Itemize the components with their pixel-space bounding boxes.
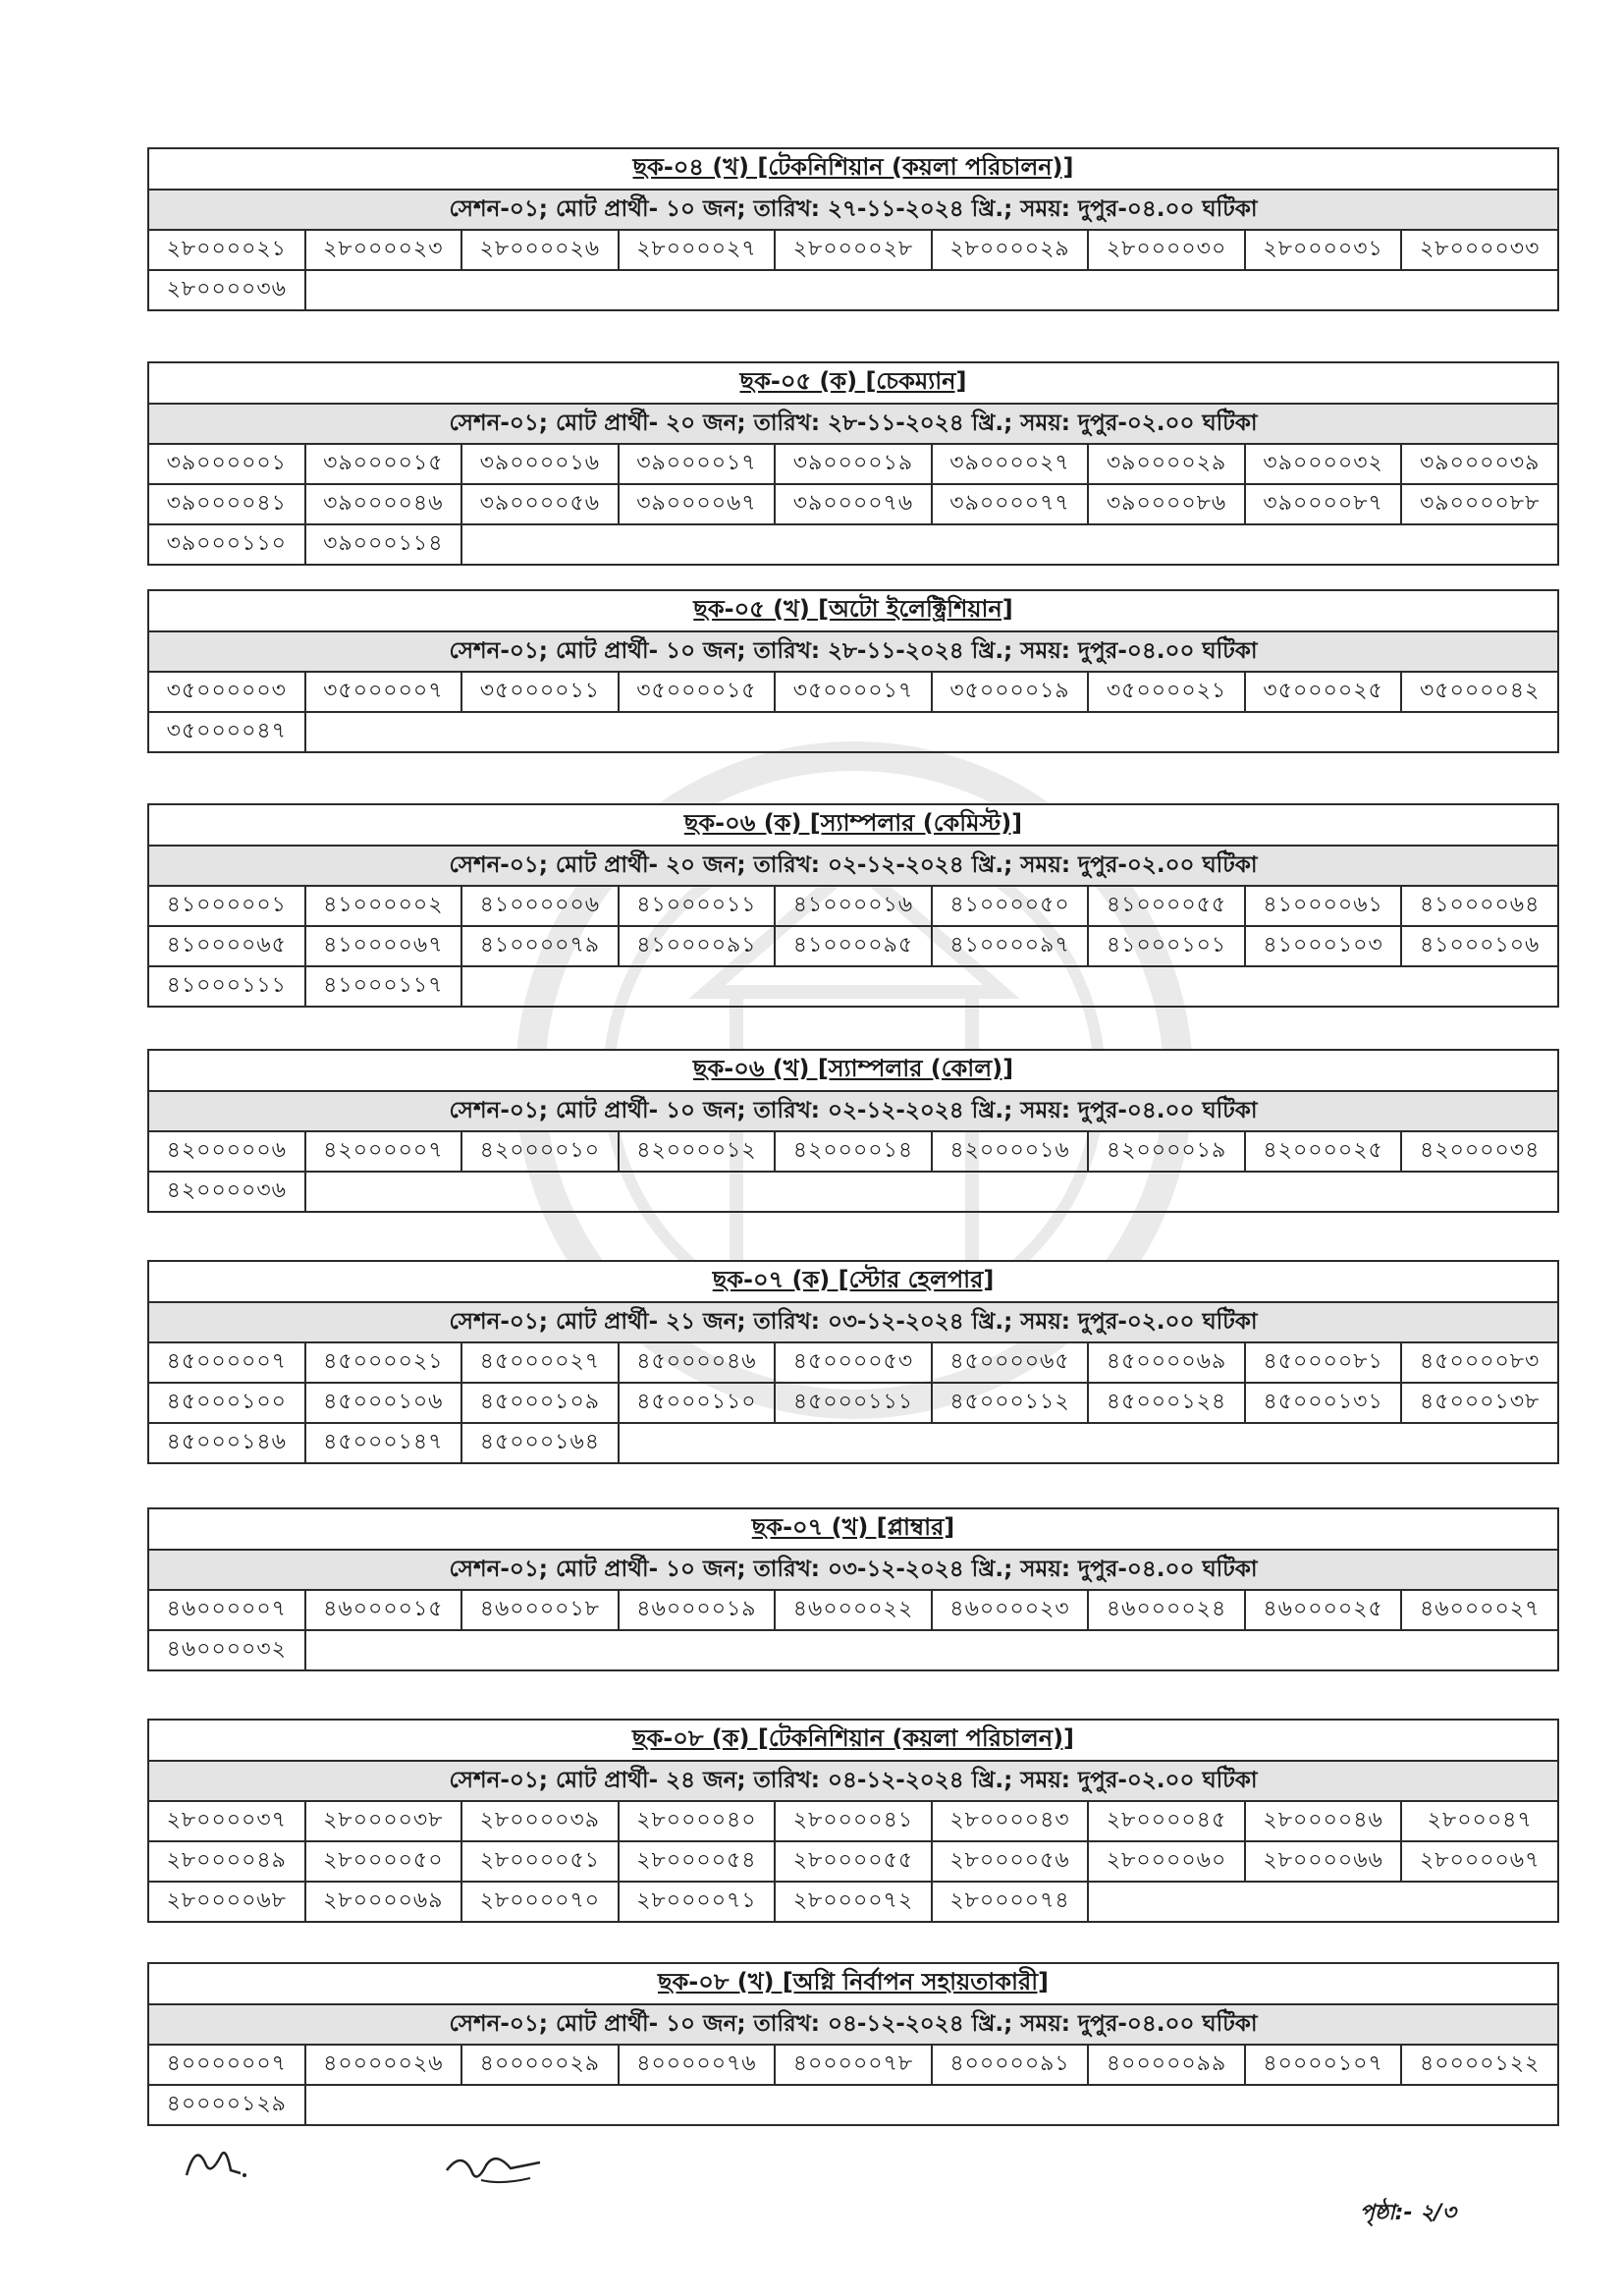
roll-number-cell: ৪২০০০০৩৬	[148, 1172, 305, 1212]
roll-number-cell: ৪১০০০১০১	[1088, 926, 1245, 966]
session-info: সেশন-০১; মোট প্রার্থী- ২১ জন; তারিখ: ০৩-১২-২০২৪ খ্রি.; সময়: দুপুর-০২.০০ ঘটিকা	[148, 1302, 1558, 1342]
table-row	[148, 1423, 1558, 1463]
roll-number-cell: ২৮০০০০৩৮	[305, 1801, 462, 1841]
empty-cell	[305, 2085, 1558, 2125]
roll-number-cell: ৩৯০০০১১০	[148, 524, 305, 565]
roll-number-cell: ৪৫০০০১১২	[932, 1383, 1089, 1423]
roll-number-cell: ৩৯০০০১১৪	[305, 524, 462, 565]
table-row	[148, 524, 1558, 565]
roll-number-cell: ৪৬০০০০১৫	[305, 1590, 462, 1630]
roll-number-cell: ৩৫০০০০২৫	[1245, 672, 1402, 712]
roll-number-cell: ৪১০০০১০৬	[1401, 926, 1558, 966]
roll-number-cell: ৪২০০০০১০	[461, 1131, 619, 1172]
roll-number-cell: ৩৯০০০০৫৬	[461, 484, 619, 524]
section-block	[147, 1719, 1559, 1923]
roll-number-cell: ৪১০০০০১৬	[775, 886, 932, 926]
roll-number-cell: ৩৯০০০০৭৭	[932, 484, 1089, 524]
roll-table	[147, 1719, 1559, 1923]
empty-cell	[305, 712, 1558, 752]
roll-number-cell: ৪৬০০০০২৭	[1401, 1590, 1558, 1630]
roll-number-cell: ৪০০০০১২৯	[148, 2085, 305, 2125]
roll-number-cell: ৩৯০০০০৩৯	[1401, 444, 1558, 484]
roll-number-cell: ৩৫০০০০৪৭	[148, 712, 305, 752]
roll-number-cell: ২৮০০০০৭৪	[932, 1882, 1089, 1922]
roll-number-cell: ৪৫০০০০৬৫	[932, 1342, 1089, 1383]
roll-number-cell: ৪০০০০০৭৮	[775, 2045, 932, 2085]
table-row	[148, 1841, 1558, 1882]
table-row	[148, 2045, 1558, 2085]
roll-number-cell: ২৮০০০০৬৬	[1245, 1841, 1402, 1882]
roll-number-cell: ৪৬০০০০০৭	[148, 1590, 305, 1630]
roll-number-cell: ৪০০০০০০৭	[148, 2045, 305, 2085]
empty-cell	[619, 1423, 1558, 1463]
roll-number-cell: ৪৫০০০০৮১	[1245, 1342, 1402, 1383]
empty-cell	[461, 524, 1558, 565]
roll-number-cell: ৪১০০০০৬৭	[305, 926, 462, 966]
page-number: পৃষ্ঠা:- ২/৩	[1360, 2201, 1456, 2225]
section-block	[147, 147, 1559, 311]
roll-number-cell: ৪৫০০০০২১	[305, 1342, 462, 1383]
roll-number-cell: ৩৯০০০০৮৭	[1245, 484, 1402, 524]
roll-number-cell: ৪১০০০০৯৫	[775, 926, 932, 966]
roll-number-cell: ২৮০০০০৬০	[1088, 1841, 1245, 1882]
roll-number-cell: ৪১০০০১১১	[148, 966, 305, 1007]
roll-number-cell: ৪১০০০০৬১	[1245, 886, 1402, 926]
roll-number-cell: ৩৯০০০০৪৬	[305, 484, 462, 524]
roll-number-cell: ৪১০০০০০১	[148, 886, 305, 926]
table-row	[148, 1131, 1558, 1172]
section-block	[147, 1260, 1559, 1464]
table-row	[148, 1383, 1558, 1423]
roll-number-cell: ৪৫০০০০০৭	[148, 1342, 305, 1383]
session-info: সেশন-০১; মোট প্রার্থী- ২০ জন; তারিখ: ০২-১২-২০২৪ খ্রি.; সময়: দুপুর-০২.০০ ঘটিকা	[148, 846, 1558, 886]
roll-number-cell: ২৮০০০০৫০	[305, 1841, 462, 1882]
roll-number-cell: ৩৫০০০০২১	[1088, 672, 1245, 712]
roll-number-cell: ৪০০০০০২৬	[305, 2045, 462, 2085]
roll-number-cell: ৪৬০০০০১৮	[461, 1590, 619, 1630]
session-info: সেশন-০১; মোট প্রার্থী- ১০ জন; তারিখ: ০৩-১২-২০২৪ খ্রি.; সময়: দুপুর-০৪.০০ ঘটিকা	[148, 1550, 1558, 1590]
roll-number-cell: ২৮০০০০৪০	[619, 1801, 776, 1841]
roll-number-cell: ৪৫০০০০২৭	[461, 1342, 619, 1383]
signature-mark-left	[182, 2136, 250, 2185]
roll-number-cell: ৪২০০০০০৭	[305, 1131, 462, 1172]
empty-cell	[305, 1172, 1558, 1212]
roll-number-cell: ৩৯০০০০২৯	[1088, 444, 1245, 484]
roll-number-cell: ৩৯০০০০১৯	[775, 444, 932, 484]
roll-number-cell: ৪০০০০০৭৬	[619, 2045, 776, 2085]
roll-table	[147, 1260, 1559, 1464]
roll-number-cell: ৩৯০০০০৬৭	[619, 484, 776, 524]
table-row	[148, 1801, 1558, 1841]
roll-number-cell: ২৮০০০০৭০	[461, 1882, 619, 1922]
section-title: ছক-০৭ (ক) [স্টোর হেলপার]	[148, 1261, 1558, 1302]
session-info: সেশন-০১; মোট প্রার্থী- ১০ জন; তারিখ: ০৪-১২-২০২৪ খ্রি.; সময়: দুপুর-০৪.০০ ঘটিকা	[148, 2004, 1558, 2045]
roll-number-cell: ২৮০০০০৭১	[619, 1882, 776, 1922]
session-info: সেশন-০১; মোট প্রার্থী- ১০ জন; তারিখ: ০২-১২-২০২৪ খ্রি.; সময়: দুপুর-০৪.০০ ঘটিকা	[148, 1091, 1558, 1131]
roll-number-cell: ৩৯০০০০৭৬	[775, 484, 932, 524]
roll-number-cell: ৪৫০০০০৮৩	[1401, 1342, 1558, 1383]
roll-number-cell: ২৮০০০০৬৯	[305, 1882, 462, 1922]
roll-number-cell: ৪০০০০১২২	[1401, 2045, 1558, 2085]
roll-number-cell: ৩৯০০০০৮৬	[1088, 484, 1245, 524]
roll-number-cell: ৪৬০০০০৩২	[148, 1630, 305, 1670]
roll-number-cell: ৪৫০০০১০৬	[305, 1383, 462, 1423]
roll-number-cell: ৪২০০০০১৪	[775, 1131, 932, 1172]
table-row	[148, 926, 1558, 966]
table-row	[148, 966, 1558, 1007]
section-block	[147, 803, 1559, 1008]
roll-number-cell: ৩৯০০০০১৭	[619, 444, 776, 484]
table-row	[148, 444, 1558, 484]
session-info: সেশন-০১; মোট প্রার্থী- ১০ জন; তারিখ: ২৭-১১-২০২৪ খ্রি.; সময়: দুপুর-০৪.০০ ঘটিকা	[148, 190, 1558, 230]
roll-number-cell: ৪৫০০০১৩৮	[1401, 1383, 1558, 1423]
roll-number-cell: ২৮০০০০২৩	[305, 230, 462, 270]
roll-table	[147, 803, 1559, 1008]
empty-cell	[461, 966, 1558, 1007]
roll-number-cell: ৩৫০০০০০৩	[148, 672, 305, 712]
roll-number-cell: ৩৯০০০০৮৮	[1401, 484, 1558, 524]
roll-number-cell: ৪৫০০০১০০	[148, 1383, 305, 1423]
table-row	[148, 1342, 1558, 1383]
section-title: ছক-০৮ (ক) [টেকনিশিয়ান (কয়লা পরিচালন)]	[148, 1720, 1558, 1761]
table-row	[148, 270, 1558, 310]
session-info: সেশন-০১; মোট প্রার্থী- ১০ জন; তারিখ: ২৮-১১-২০২৪ খ্রি.; সময়: দুপুর-০৪.০০ ঘটিকা	[148, 631, 1558, 672]
roll-number-cell: ৪৫০০০০৪৬	[619, 1342, 776, 1383]
section-block	[147, 1962, 1559, 2126]
roll-number-cell: ২৮০০০০৬৭	[1401, 1841, 1558, 1882]
empty-cell	[1088, 1882, 1558, 1922]
roll-number-cell: ২৮০০০০৭২	[775, 1882, 932, 1922]
roll-number-cell: ২৮০০০০৪৯	[148, 1841, 305, 1882]
session-info: সেশন-০১; মোট প্রার্থী- ২০ জন; তারিখ: ২৮-১১-২০২৪ খ্রি.; সময়: দুপুর-০২.০০ ঘটিকা	[148, 404, 1558, 444]
roll-number-cell: ৪৫০০০১১০	[619, 1383, 776, 1423]
roll-number-cell: ৪০০০০০৯৯	[1088, 2045, 1245, 2085]
roll-number-cell: ৪৬০০০০২৩	[932, 1590, 1089, 1630]
section-title: ছক-০৮ (খ) [অগ্নি নির্বাপন সহায়তাকারী]	[148, 1963, 1558, 2004]
roll-number-cell: ২৮০০০০৬৮	[148, 1882, 305, 1922]
roll-table	[147, 1507, 1559, 1671]
roll-number-cell: ৪২০০০০০৬	[148, 1131, 305, 1172]
table-row	[148, 1630, 1558, 1670]
table-row	[148, 672, 1558, 712]
roll-number-cell: ৩৫০০০০১৭	[775, 672, 932, 712]
roll-number-cell: ৪১০০০১১৭	[305, 966, 462, 1007]
roll-number-cell: ৪৫০০০০৫৩	[775, 1342, 932, 1383]
roll-number-cell: ৪৬০০০০২২	[775, 1590, 932, 1630]
roll-number-cell: ২৮০০০৪৭	[1401, 1801, 1558, 1841]
roll-number-cell: ২৮০০০০৩৩	[1401, 230, 1558, 270]
section-block	[147, 1507, 1559, 1671]
roll-number-cell: ২৮০০০০৪১	[775, 1801, 932, 1841]
roll-number-cell: ৪৫০০০১৬৪	[461, 1423, 619, 1463]
section-title: ছক-০৫ (ক) [চেকম্যান]	[148, 362, 1558, 404]
roll-number-cell: ৪২০০০০১২	[619, 1131, 776, 1172]
roll-number-cell: ৩৫০০০০০৭	[305, 672, 462, 712]
roll-number-cell: ৪৫০০০১১১	[775, 1383, 932, 1423]
roll-number-cell: ৪৬০০০০২৫	[1245, 1590, 1402, 1630]
roll-number-cell: ২৮০০০০৫৫	[775, 1841, 932, 1882]
roll-number-cell: ২৮০০০০৪৩	[932, 1801, 1089, 1841]
roll-number-cell: ২৮০০০০৫১	[461, 1841, 619, 1882]
roll-number-cell: ৪১০০০০০৬	[461, 886, 619, 926]
section-block	[147, 589, 1559, 753]
roll-number-cell: ২৮০০০০৪৬	[1245, 1801, 1402, 1841]
roll-table	[147, 147, 1559, 311]
roll-number-cell: ৪৫০০০১৩১	[1245, 1383, 1402, 1423]
roll-number-cell: ৪১০০০০৭৯	[461, 926, 619, 966]
roll-number-cell: ৩৯০০০০২৭	[932, 444, 1089, 484]
roll-table	[147, 1962, 1559, 2126]
table-row	[148, 2085, 1558, 2125]
roll-number-cell: ৪১০০০০০২	[305, 886, 462, 926]
table-row	[148, 886, 1558, 926]
roll-number-cell: ৪১০০০০৬৫	[148, 926, 305, 966]
section-block	[147, 361, 1559, 566]
empty-cell	[305, 270, 1558, 310]
session-info: সেশন-০১; মোট প্রার্থী- ২৪ জন; তারিখ: ০৪-১২-২০২৪ খ্রি.; সময়: দুপুর-০২.০০ ঘটিকা	[148, 1761, 1558, 1801]
roll-number-cell: ৪২০০০০১৬	[932, 1131, 1089, 1172]
roll-number-cell: ২৮০০০০৩০	[1088, 230, 1245, 270]
section-title: ছক-০৬ (খ) [স্যাম্পলার (কোল)]	[148, 1050, 1558, 1091]
roll-number-cell: ৪৬০০০০১৯	[619, 1590, 776, 1630]
roll-table	[147, 361, 1559, 566]
roll-number-cell: ৩৫০০০০১১	[461, 672, 619, 712]
roll-number-cell: ৪১০০০০৬৪	[1401, 886, 1558, 926]
roll-number-cell: ৩৯০০০০১৫	[305, 444, 462, 484]
roll-number-cell: ৪২০০০০২৫	[1245, 1131, 1402, 1172]
roll-number-cell: ২৮০০০০২৭	[619, 230, 776, 270]
roll-number-cell: ৪১০০০০৯১	[619, 926, 776, 966]
table-row	[148, 230, 1558, 270]
roll-number-cell: ৪৫০০০১৪৬	[148, 1423, 305, 1463]
table-row	[148, 1172, 1558, 1212]
roll-number-cell: ২৮০০০০২৬	[461, 230, 619, 270]
roll-number-cell: ৪৬০০০০২৪	[1088, 1590, 1245, 1630]
table-row	[148, 484, 1558, 524]
roll-number-cell: ৩৯০০০০৩২	[1245, 444, 1402, 484]
roll-number-cell: ২৮০০০০৩৭	[148, 1801, 305, 1841]
signature-mark-right	[442, 2141, 550, 2190]
roll-number-cell: ৩৯০০০০৪১	[148, 484, 305, 524]
roll-number-cell: ২৮০০০০২৯	[932, 230, 1089, 270]
roll-number-cell: ৩৯০০০০০১	[148, 444, 305, 484]
section-title: ছক-০৬ (ক) [স্যাম্পলার (কেমিস্ট)]	[148, 804, 1558, 846]
roll-number-cell: ৩৫০০০০৪২	[1401, 672, 1558, 712]
roll-number-cell: ৩৯০০০০১৬	[461, 444, 619, 484]
roll-number-cell: ২৮০০০০২১	[148, 230, 305, 270]
section-title: ছক-০৪ (খ) [টেকনিশিয়ান (কয়লা পরিচালন)]	[148, 148, 1558, 190]
roll-number-cell: ৪১০০০০১১	[619, 886, 776, 926]
roll-number-cell: ৪১০০০১০৩	[1245, 926, 1402, 966]
roll-number-cell: ৪০০০০০৯১	[932, 2045, 1089, 2085]
empty-cell	[305, 1630, 1558, 1670]
roll-number-cell: ২৮০০০০৫৪	[619, 1841, 776, 1882]
table-row	[148, 712, 1558, 752]
roll-number-cell: ২৮০০০০৪৫	[1088, 1801, 1245, 1841]
roll-number-cell: ৪১০০০০৫৫	[1088, 886, 1245, 926]
roll-number-cell: ৪০০০০০২৯	[461, 2045, 619, 2085]
roll-number-cell: ২৮০০০০২৮	[775, 230, 932, 270]
section-title: ছক-০৫ (খ) [অটো ইলেক্ট্রিশিয়ান]	[148, 590, 1558, 631]
table-row	[148, 1590, 1558, 1630]
roll-number-cell: ৪৫০০০০৬৯	[1088, 1342, 1245, 1383]
roll-number-cell: ২৮০০০০৫৬	[932, 1841, 1089, 1882]
roll-number-cell: ৪০০০০১০৭	[1245, 2045, 1402, 2085]
roll-number-cell: ৩৫০০০০১৯	[932, 672, 1089, 712]
roll-number-cell: ৪৫০০০১০৯	[461, 1383, 619, 1423]
roll-number-cell: ৪২০০০০৩৪	[1401, 1131, 1558, 1172]
roll-number-cell: ৪১০০০০৫০	[932, 886, 1089, 926]
roll-number-cell: ২৮০০০০৩১	[1245, 230, 1402, 270]
section-block	[147, 1049, 1559, 1213]
roll-number-cell: ২৮০০০০৩৬	[148, 270, 305, 310]
roll-number-cell: ৪২০০০০১৯	[1088, 1131, 1245, 1172]
roll-table	[147, 589, 1559, 753]
table-row	[148, 1882, 1558, 1922]
section-title: ছক-০৭ (খ) [প্লাম্বার]	[148, 1508, 1558, 1550]
roll-number-cell: ৪৫০০০১৪৭	[305, 1423, 462, 1463]
roll-number-cell: ২৮০০০০৩৯	[461, 1801, 619, 1841]
roll-number-cell: ৪১০০০০৯৭	[932, 926, 1089, 966]
roll-number-cell: ৩৫০০০০১৫	[619, 672, 776, 712]
roll-number-cell: ৪৫০০০১২৪	[1088, 1383, 1245, 1423]
roll-table	[147, 1049, 1559, 1213]
